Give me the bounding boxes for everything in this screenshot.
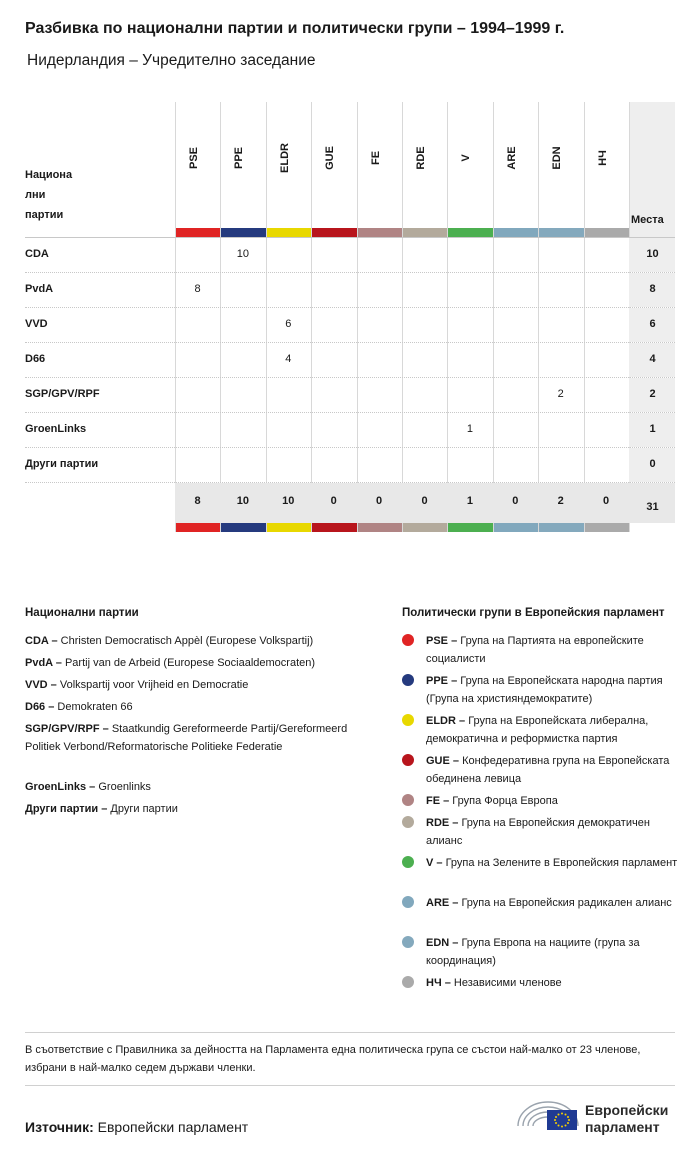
group-name: Група на Партията на европейските социалисти (426, 635, 644, 665)
group-name: Група Европа на нациите (група за координация) (426, 937, 640, 967)
national-party-item (25, 800, 365, 818)
group-color-strip (403, 523, 447, 532)
group-color-strip (312, 523, 356, 532)
party-abbr: VVD – (25, 679, 57, 691)
group-color-strip (221, 228, 265, 237)
seats-cell: 2 (649, 388, 656, 400)
group-color-dot (402, 976, 414, 988)
column-separator (311, 102, 312, 532)
group-abbr: ELDR – (426, 715, 466, 727)
seats-cell: 10 (646, 248, 659, 260)
political-groups-heading: Политически групи в Европейския парламент (402, 607, 665, 619)
national-party-item (25, 654, 365, 672)
divider (25, 1085, 675, 1086)
column-separator (402, 102, 403, 532)
group-name: Група на Европейската народна партия (Група на християндемократите) (426, 675, 663, 705)
political-group-item (402, 712, 682, 748)
party-abbr: SGP/GPV/RPF – (25, 723, 109, 735)
row-party-label: PvdA (25, 283, 54, 295)
row-rule (25, 447, 675, 448)
group-color-strip (585, 228, 629, 237)
group-color-strip (176, 523, 220, 532)
row-header-line: лни (25, 189, 46, 201)
party-name: Volkspartij voor Vrijheid en Democratie (59, 679, 249, 691)
column-separator (175, 102, 176, 532)
seats-cell: 4 (649, 353, 656, 365)
row-rule (25, 342, 675, 343)
group-color-strip (494, 523, 538, 532)
group-color-strip (539, 228, 583, 237)
group-header-3: GUE (324, 146, 337, 170)
group-color-strip (448, 523, 492, 532)
table-cell: 4 (285, 353, 292, 365)
group-abbr: PSE – (426, 635, 458, 647)
seats-table (0, 100, 700, 540)
group-color-strip (539, 523, 583, 532)
row-party-label: Други партии (25, 458, 99, 470)
group-color-strip (267, 228, 311, 237)
group-color-dot (402, 856, 414, 868)
national-party-item (25, 676, 365, 694)
political-group-item (402, 814, 682, 850)
party-abbr: CDA – (25, 635, 58, 647)
table-cell: 1 (466, 423, 473, 435)
group-color-dot (402, 816, 414, 828)
group-color-strip (494, 228, 538, 237)
party-abbr: D66 – (25, 701, 55, 713)
group-name: Независими членове (453, 977, 562, 989)
group-abbr: EDN – (426, 937, 459, 949)
party-name: Staatkundig Gereformeerde Partij/Gereformeerd Politiek Verbond/Reformatorische Politieke Federatie (25, 723, 348, 753)
row-party-label: CDA (25, 248, 49, 260)
column-separator (266, 102, 267, 532)
page-title: Разбивка по национални партии и политически групи – 1994–1999 г. (25, 20, 565, 37)
group-color-strip (312, 228, 356, 237)
group-color-dot (402, 896, 414, 908)
group-color-strip (403, 228, 447, 237)
party-name: Demokraten 66 (57, 701, 133, 713)
group-total: 0 (512, 495, 519, 507)
group-name: Конфедеративна група на Европейската обединена левица (426, 755, 670, 785)
group-header-8: EDN (551, 146, 564, 170)
group-name: Група на Европейската либерална, демократична и реформистка партия (426, 715, 649, 745)
seats-cell: 1 (649, 423, 656, 435)
column-separator (493, 102, 494, 532)
group-header-9: НЧ (596, 150, 609, 166)
group-color-dot (402, 714, 414, 726)
seats-cell: 8 (649, 283, 656, 295)
group-abbr: FE – (426, 795, 450, 807)
group-header-5: RDE (415, 146, 427, 170)
group-color-strip (358, 523, 402, 532)
group-color-strip (358, 228, 402, 237)
column-separator (357, 102, 358, 532)
divider (25, 1032, 675, 1033)
row-header-label (25, 165, 72, 225)
group-color-dot (402, 634, 414, 646)
political-group-item (402, 752, 682, 788)
national-parties-heading: Национални партии (25, 607, 139, 619)
political-group-item (402, 632, 682, 668)
group-header-7: ARE (505, 146, 518, 170)
group-color-strip (221, 523, 265, 532)
page-subtitle: Нидерландия – Учредително заседание (27, 52, 316, 69)
party-name: Други партии (110, 803, 178, 815)
row-rule (25, 272, 675, 273)
row-party-label: GroenLinks (25, 423, 87, 435)
national-party-item (25, 698, 365, 716)
source-value: Европейски парламент (97, 1119, 249, 1135)
row-rule (25, 412, 675, 413)
group-color-dot (402, 674, 414, 686)
grand-total: 31 (646, 501, 659, 513)
political-group-item (402, 894, 682, 912)
group-name: Група на Европейския демократичен алианс (426, 817, 650, 847)
group-total: 10 (236, 495, 250, 507)
group-header-1: PPE (233, 147, 246, 170)
political-group-item (402, 974, 682, 992)
party-name: Groenlinks (98, 781, 151, 793)
party-abbr: PvdA – (25, 657, 62, 669)
row-header-line: партии (25, 209, 64, 221)
table-cell: 2 (557, 388, 564, 400)
group-header-6: V (460, 154, 473, 162)
row-rule (25, 482, 675, 483)
group-total: 0 (330, 495, 337, 507)
row-header-line: Национа (25, 169, 73, 181)
group-name: Група на Европейския радикален алианс (461, 897, 672, 909)
group-abbr: PPE – (426, 675, 458, 687)
party-name: Christen Democratisch Appèl (Europese Volkspartij) (60, 635, 314, 647)
logo-line: парламент (585, 1119, 660, 1135)
group-name: Група Форца Европа (452, 795, 558, 807)
seats-cell: 0 (649, 458, 656, 470)
source-line (25, 1119, 248, 1135)
party-abbr: GroenLinks – (25, 781, 96, 793)
national-party-item (25, 720, 365, 756)
group-color-strip (176, 228, 220, 237)
row-party-label: D66 (25, 353, 46, 365)
table-cell: 6 (285, 318, 292, 330)
political-group-item (402, 854, 682, 872)
row-rule (25, 307, 675, 308)
group-abbr: V – (426, 857, 443, 869)
group-total: 10 (282, 495, 295, 507)
political-group-item (402, 934, 682, 970)
row-rule (25, 377, 675, 378)
political-group-item (402, 792, 682, 810)
footnote: В съответствие с Правилника за дейността на Парламента една политическа група се състои най-малко от 23 членове, избрани в най-малко седем държави членки. (25, 1044, 641, 1074)
political-group-item (402, 672, 682, 708)
group-color-strip (267, 523, 311, 532)
group-total: 8 (194, 495, 201, 507)
national-party-item (25, 778, 365, 796)
group-color-dot (402, 936, 414, 948)
group-color-dot (402, 794, 414, 806)
group-name: Група на Зелените в Европейския парламент (445, 857, 678, 869)
row-party-label: SGP/GPV/RPF (25, 388, 100, 400)
logo-line: Европейски (585, 1102, 669, 1118)
seats-header: Места (631, 214, 664, 226)
group-total: 2 (557, 495, 564, 507)
column-separator (447, 102, 448, 532)
group-color-strip (585, 523, 629, 532)
group-abbr: GUE – (426, 755, 460, 767)
group-header-2: ELDR (278, 143, 291, 173)
column-separator (220, 102, 221, 532)
column-separator (584, 102, 585, 532)
group-color-dot (402, 754, 414, 766)
group-color-strip (448, 228, 492, 237)
group-abbr: НЧ – (426, 977, 451, 989)
group-header-4: FE (369, 150, 382, 166)
header-rule (25, 237, 675, 238)
seats-cell: 6 (649, 318, 656, 330)
logo-text (585, 1102, 668, 1136)
group-header-0: PSE (188, 147, 200, 170)
party-name: Partij van de Arbeid (Europese Sociaaldemocraten) (64, 657, 316, 669)
party-abbr: Други партии – (25, 803, 108, 815)
table-cell: 10 (236, 248, 250, 260)
group-abbr: ARE – (426, 897, 459, 909)
group-total: 0 (376, 495, 383, 507)
national-party-item (25, 632, 365, 650)
table-cell: 8 (194, 283, 201, 295)
group-total: 1 (466, 495, 473, 507)
column-separator (538, 102, 539, 532)
group-total: 0 (603, 495, 610, 507)
group-abbr: RDE – (426, 817, 459, 829)
group-total: 0 (421, 495, 428, 507)
row-party-label: VVD (25, 318, 48, 330)
source-label: Източник: (25, 1119, 94, 1135)
